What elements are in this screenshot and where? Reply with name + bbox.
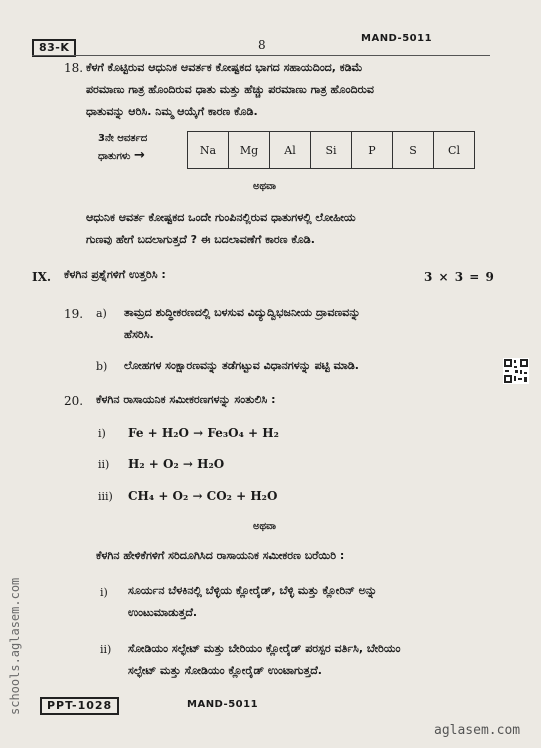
alt-i-line-2: ಉಂಟುಮಾಡುತ್ತದೆ.: [128, 606, 198, 619]
side-watermark: schools.aglasem.com: [8, 577, 22, 715]
period-row-label-line-1: 3ನೇ ಆವರ್ತದ: [98, 133, 148, 144]
q19-a-line-1: ತಾಮ್ರದ ಶುದ್ಧೀಕರಣದಲ್ಲಿ ಬಳಸುವ ವಿದ್ಯುದ್ವಿಭಜನೀಯ ದ್ರಾವಣವನ್ನು: [124, 306, 361, 319]
q18-or-label: ಅಥವಾ: [253, 181, 276, 192]
equation-3: CH₄ + O₂ → CO₂ + H₂O: [128, 489, 278, 503]
header-divider: [32, 55, 490, 56]
element-cell: S: [393, 132, 434, 169]
q18-line-2: ಪರಮಾಣು ಗಾತ್ರ ಹೊಂದಿರುವ ಧಾತು ಮತ್ತು ಹೆಚ್ಚು ಪರಮಾಣು ಗಾತ್ರ ಹೊಂದಿರುವ: [86, 83, 374, 96]
q19-a-label: a): [96, 307, 107, 320]
q19-a-line-2: ಹೆಸರಿಸಿ.: [124, 328, 154, 341]
element-cell: Si: [311, 132, 352, 169]
section-number: IX.: [32, 270, 52, 284]
qr-code-icon: [503, 358, 529, 384]
alt-i-line-1: ಸೂರ್ಯನ ಬೆಳಕಿನಲ್ಲಿ ಬೆಳ್ಳಿಯ ಕ್ಲೋರೈಡ್, ಬೆಳ್ಳಿ ಮತ್ತು ಕ್ಲೋರಿನ್ ಅನ್ನು: [128, 584, 378, 597]
q20-number: 20.: [64, 394, 84, 408]
q19-number: 19.: [64, 307, 84, 321]
eq3-label: iii): [98, 490, 113, 503]
alt-ii-line-1: ಸೋಡಿಯಂ ಸಲ್ಫೇಟ್ ಮತ್ತು ಬೇರಿಯಂ ಕ್ಲೋರೈಡ್ ಪರಸ್ಪರ ವರ್ತಿಸಿ, ಬೇರಿಯಂ: [128, 642, 401, 655]
equation-1: Fe + H₂O → Fe₃O₄ + H₂: [128, 426, 279, 440]
page-number: 8: [258, 38, 266, 52]
alt-ii-text: [128, 638, 498, 682]
alt-ii-label: ii): [100, 643, 112, 656]
q18-line-1: ಕೆಳಗೆ ಕೊಟ್ಟಿರುವ ಆಧುನಿಕ ಆವರ್ತಕ ಕೋಷ್ಟಕದ ಭಾಗದ ಸಹಾಯದಿಂದ, ಕಡಿಮೆ: [86, 61, 363, 74]
header-paper-code: MAND-5011: [361, 33, 433, 44]
right-arrow-icon: →: [133, 148, 145, 163]
footer-paper-code: MAND-5011: [187, 699, 259, 710]
eq2-label: ii): [98, 458, 110, 471]
q20-or-label: ಅಥವಾ: [253, 521, 276, 532]
q18-line-3: ಧಾತುವನ್ನು ಆರಿಸಿ. ನಿಮ್ಮ ಆಯ್ಕೆಗೆ ಕಾರಣ ಕೊಡಿ.: [86, 105, 258, 118]
element-cell: Al: [270, 132, 311, 169]
q18-text: [86, 57, 496, 123]
q18-alt-line-2: ಗುಣವು ಹೇಗೆ ಬದಲಾಗುತ್ತದೆ ? ಈ ಬದಲಾವಣೆಗೆ ಕಾರಣ ಕೊಡಿ.: [86, 233, 315, 246]
alt-i-label: i): [100, 586, 108, 599]
element-cell: P: [352, 132, 393, 169]
period-row-label: [98, 130, 147, 165]
section-marks: 3 × 3 = 9: [424, 270, 495, 284]
eq1-label: i): [98, 427, 106, 440]
page-code-box: 83-K: [32, 39, 76, 57]
element-cell: Na: [188, 132, 229, 169]
q19-b-label: b): [96, 360, 108, 373]
period-table: [187, 131, 475, 169]
element-cell: Cl: [434, 132, 475, 169]
period-row-label-line-2: ಧಾತುಗಳು: [98, 151, 131, 162]
section-instruction: ಕೆಳಗಿನ ಪ್ರಶ್ನೆಗಳಿಗೆ ಉತ್ತರಿಸಿ :: [64, 268, 166, 281]
element-cell: Mg: [229, 132, 270, 169]
q18-number: 18.: [64, 61, 84, 75]
q18-alt-line-1: ಆಧುನಿಕ ಆವರ್ತ ಕೋಷ್ಟಕದ ಒಂದೇ ಗುಂಪಿನಲ್ಲಿರುವ ಧಾತುಗಳಲ್ಲಿ ಲೋಹೀಯ: [86, 211, 356, 224]
bottom-watermark: aglasem.com: [434, 723, 521, 738]
footer-code-box: PPT-1028: [40, 697, 119, 715]
q19-b-text: ಲೋಹಗಳ ಸಂಕ್ಷಾರಣವನ್ನು ತಡೆಗಟ್ಟುವ ವಿಧಾನಗಳನ್ನು ಪಟ್ಟಿ ಮಾಡಿ.: [124, 359, 359, 372]
q18-alt-text: [86, 207, 496, 251]
q20-instruction: ಕೆಳಗಿನ ರಾಸಾಯನಿಕ ಸಮೀಕರಣಗಳನ್ನು ಸಂತುಲಿಸಿ :: [96, 393, 276, 406]
alt-i-text: [128, 580, 498, 624]
q20-alt-instruction: ಕೆಳಗಿನ ಹೇಳಿಕೆಗಳಿಗೆ ಸರಿದೂಗಿಸಿದ ರಾಸಾಯನಿಕ ಸಮೀಕರಣ ಬರೆಯಿರಿ :: [96, 549, 345, 562]
alt-ii-line-2: ಸಲ್ಫೇಟ್ ಮತ್ತು ಸೋಡಿಯಂ ಕ್ಲೋರೈಡ್ ಉಂಟಾಗುತ್ತದೆ.: [128, 664, 322, 677]
q19-a-text: [124, 302, 504, 346]
equation-2: H₂ + O₂ → H₂O: [128, 457, 225, 471]
